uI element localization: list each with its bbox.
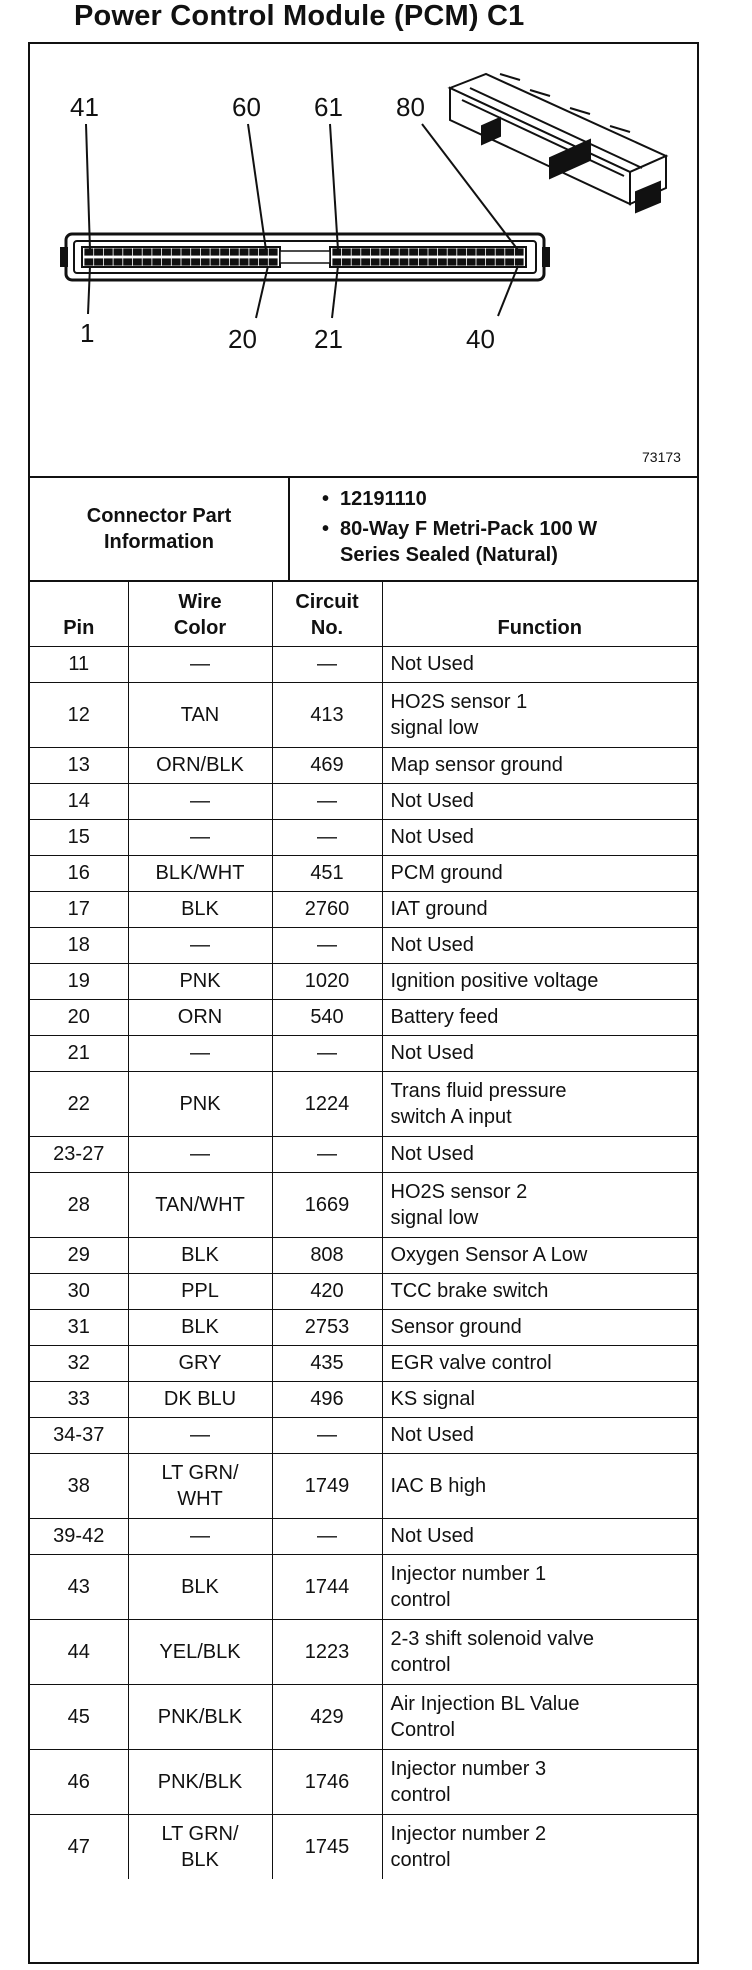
pin-cavity bbox=[400, 249, 408, 255]
connector-drawing bbox=[30, 44, 697, 476]
table-row bbox=[30, 1273, 697, 1309]
pin-cavity bbox=[192, 259, 200, 265]
cell-function: Oxygen Sensor A Low bbox=[382, 1237, 697, 1273]
cell-wire-color: BLK bbox=[128, 1237, 272, 1273]
connector-description-row: • 80-Way F Metri-Pack 100 W bbox=[322, 518, 598, 540]
cell-circuit: 413 bbox=[272, 682, 382, 747]
connector-info-label-line1: Connector Part bbox=[86, 505, 232, 527]
pin-cavity bbox=[143, 249, 151, 255]
pin-cavity bbox=[240, 249, 248, 255]
cell-wire-color: — bbox=[128, 819, 272, 855]
pin-cavity bbox=[182, 259, 190, 265]
cell-pin: 30 bbox=[30, 1273, 128, 1309]
cell-wire-color: PNK bbox=[128, 963, 272, 999]
cell-function: KS signal bbox=[382, 1381, 697, 1417]
table-row bbox=[30, 1136, 697, 1172]
pin-cavity bbox=[343, 249, 351, 255]
cell-pin: 45 bbox=[30, 1684, 128, 1749]
cell-wire-color: BLK bbox=[128, 1309, 272, 1345]
connector-description-line1: 80-Way F Metri-Pack 100 W bbox=[340, 518, 598, 540]
pin-cavity bbox=[201, 249, 209, 255]
cell-wire-color: LT GRN/ WHT bbox=[128, 1453, 272, 1518]
table-row bbox=[30, 1071, 697, 1136]
cell-wire-color: ORN bbox=[128, 999, 272, 1035]
cell-wire-color: ORN/BLK bbox=[128, 747, 272, 783]
table-row bbox=[30, 1035, 697, 1071]
pin-label-1: 1 bbox=[80, 318, 95, 348]
cell-function: Injector number 1 control bbox=[382, 1554, 697, 1619]
cell-function: PCM ground bbox=[382, 855, 697, 891]
part-number: 12191110 bbox=[340, 488, 427, 510]
pin-cavity bbox=[333, 249, 341, 255]
cell-function: Air Injection BL Value Control bbox=[382, 1684, 697, 1749]
cell-function: Not Used bbox=[382, 1035, 697, 1071]
pin-cavity bbox=[467, 249, 475, 255]
cell-pin: 23-27 bbox=[30, 1136, 128, 1172]
pin-cavity bbox=[496, 249, 504, 255]
connector-description-line2: Series Sealed (Natural) bbox=[340, 544, 558, 566]
pin-cavity bbox=[114, 259, 122, 265]
cell-circuit: 496 bbox=[272, 1381, 382, 1417]
pin-cavity bbox=[95, 259, 103, 265]
cell-wire-color: PNK bbox=[128, 1071, 272, 1136]
cell-wire-color: PPL bbox=[128, 1273, 272, 1309]
table-row bbox=[30, 1381, 697, 1417]
table-row bbox=[30, 1172, 697, 1237]
cell-pin: 46 bbox=[30, 1749, 128, 1814]
cell-function: Sensor ground bbox=[382, 1309, 697, 1345]
pin-cavity bbox=[153, 249, 161, 255]
table-row bbox=[30, 891, 697, 927]
col-header-circuit: Circuit No. bbox=[272, 582, 382, 646]
pin-cavity bbox=[104, 259, 112, 265]
table-row bbox=[30, 1749, 697, 1814]
table-row bbox=[30, 1619, 697, 1684]
pin-cavity bbox=[458, 259, 466, 265]
cell-wire-color: TAN bbox=[128, 682, 272, 747]
cell-function: Not Used bbox=[382, 1136, 697, 1172]
table-row bbox=[30, 747, 697, 783]
cell-circuit: 429 bbox=[272, 1684, 382, 1749]
table-row bbox=[30, 1518, 697, 1554]
pinout-table bbox=[30, 582, 697, 1879]
cell-pin: 14 bbox=[30, 783, 128, 819]
pin-cavity bbox=[163, 259, 171, 265]
cell-wire-color: GRY bbox=[128, 1345, 272, 1381]
table-row bbox=[30, 646, 697, 682]
cell-pin: 33 bbox=[30, 1381, 128, 1417]
pin-cavity bbox=[391, 259, 399, 265]
pin-cavity bbox=[343, 259, 351, 265]
table-row bbox=[30, 855, 697, 891]
pin-label-41: 41 bbox=[70, 92, 99, 122]
cell-pin: 22 bbox=[30, 1071, 128, 1136]
pin-cavity bbox=[221, 259, 229, 265]
cell-pin: 15 bbox=[30, 819, 128, 855]
cell-wire-color: BLK/WHT bbox=[128, 855, 272, 891]
cell-circuit: 1020 bbox=[272, 963, 382, 999]
cell-pin: 29 bbox=[30, 1237, 128, 1273]
pin-cavity bbox=[124, 249, 132, 255]
cell-wire-color: BLK bbox=[128, 891, 272, 927]
table-row bbox=[30, 1684, 697, 1749]
page-title: Power Control Module (PCM) C1 bbox=[74, 0, 525, 32]
pin-label-20: 20 bbox=[228, 324, 257, 354]
table-row bbox=[30, 1453, 697, 1518]
cell-function: 2-3 shift solenoid valve control bbox=[382, 1619, 697, 1684]
pin-cavity bbox=[429, 249, 437, 255]
pin-cavity bbox=[487, 259, 495, 265]
cell-pin: 16 bbox=[30, 855, 128, 891]
cell-pin: 20 bbox=[30, 999, 128, 1035]
cell-function: HO2S sensor 1 signal low bbox=[382, 682, 697, 747]
cell-pin: 28 bbox=[30, 1172, 128, 1237]
connector-info-values bbox=[292, 478, 697, 580]
cell-circuit: — bbox=[272, 1035, 382, 1071]
cell-circuit: — bbox=[272, 927, 382, 963]
pin-cavity bbox=[448, 259, 456, 265]
cell-circuit: 2753 bbox=[272, 1309, 382, 1345]
pin-cavity bbox=[95, 249, 103, 255]
cell-function: Not Used bbox=[382, 1417, 697, 1453]
cell-circuit: — bbox=[272, 819, 382, 855]
pin-cavity bbox=[182, 249, 190, 255]
cell-circuit: 2760 bbox=[272, 891, 382, 927]
pin-cavity bbox=[250, 259, 258, 265]
cell-wire-color: PNK/BLK bbox=[128, 1749, 272, 1814]
pinout-frame bbox=[28, 42, 699, 1964]
cell-circuit: 469 bbox=[272, 747, 382, 783]
part-number-row: • 12191110 bbox=[322, 488, 427, 510]
table-row bbox=[30, 1417, 697, 1453]
pin-label-80: 80 bbox=[396, 92, 425, 122]
cell-pin: 31 bbox=[30, 1309, 128, 1345]
pin-cavity bbox=[400, 259, 408, 265]
cell-function: Battery feed bbox=[382, 999, 697, 1035]
cell-circuit: — bbox=[272, 783, 382, 819]
pin-cavity bbox=[419, 249, 427, 255]
pin-cavity bbox=[201, 259, 209, 265]
pin-cavity bbox=[477, 249, 485, 255]
cell-circuit: 1224 bbox=[272, 1071, 382, 1136]
cell-wire-color: LT GRN/ BLK bbox=[128, 1814, 272, 1879]
cell-pin: 32 bbox=[30, 1345, 128, 1381]
cell-circuit: 808 bbox=[272, 1237, 382, 1273]
pin-cavity bbox=[163, 249, 171, 255]
cell-pin: 39-42 bbox=[30, 1518, 128, 1554]
connector-3d-view bbox=[450, 74, 666, 212]
pin-cavity bbox=[352, 259, 360, 265]
pin-cavity bbox=[153, 259, 161, 265]
pin-cavity bbox=[211, 249, 219, 255]
pin-cavity bbox=[240, 259, 248, 265]
cell-wire-color: — bbox=[128, 1518, 272, 1554]
cell-wire-color: — bbox=[128, 1417, 272, 1453]
cell-circuit: 1746 bbox=[272, 1749, 382, 1814]
pin-cavity bbox=[477, 259, 485, 265]
connector-part-information bbox=[30, 478, 697, 582]
pin-cavity bbox=[143, 259, 151, 265]
cell-circuit: 420 bbox=[272, 1273, 382, 1309]
pin-cavity bbox=[134, 259, 142, 265]
cell-wire-color: — bbox=[128, 646, 272, 682]
cell-circuit: — bbox=[272, 646, 382, 682]
pin-cavity bbox=[506, 249, 514, 255]
cell-pin: 17 bbox=[30, 891, 128, 927]
figure-id: 73173 bbox=[642, 449, 681, 465]
cell-pin: 12 bbox=[30, 682, 128, 747]
cell-circuit: 435 bbox=[272, 1345, 382, 1381]
cell-wire-color: — bbox=[128, 927, 272, 963]
cell-circuit: 1669 bbox=[272, 1172, 382, 1237]
table-row bbox=[30, 927, 697, 963]
pin-cavity bbox=[448, 249, 456, 255]
cell-circuit: 1744 bbox=[272, 1554, 382, 1619]
cell-wire-color: PNK/BLK bbox=[128, 1684, 272, 1749]
cell-pin: 21 bbox=[30, 1035, 128, 1071]
connector-diagram bbox=[30, 44, 697, 478]
pin-cavity bbox=[172, 249, 180, 255]
pin-cavity bbox=[172, 259, 180, 265]
cell-pin: 43 bbox=[30, 1554, 128, 1619]
cell-wire-color: YEL/BLK bbox=[128, 1619, 272, 1684]
pin-cavity bbox=[506, 259, 514, 265]
pin-cavity bbox=[371, 249, 379, 255]
pin-cavity bbox=[231, 259, 239, 265]
pin-label-21: 21 bbox=[314, 324, 343, 354]
cell-pin: 11 bbox=[30, 646, 128, 682]
col-header-wire-color: Wire Color bbox=[128, 582, 272, 646]
pin-cavity bbox=[114, 249, 122, 255]
table-row bbox=[30, 1237, 697, 1273]
connector-description-row-2 bbox=[340, 542, 558, 568]
table-row bbox=[30, 999, 697, 1035]
cell-wire-color: DK BLU bbox=[128, 1381, 272, 1417]
table-header-row bbox=[30, 582, 697, 646]
table-row bbox=[30, 1345, 697, 1381]
table-row bbox=[30, 1309, 697, 1345]
connector-info-label-line2: Information bbox=[104, 531, 214, 553]
cell-function: Not Used bbox=[382, 927, 697, 963]
pin-label-40: 40 bbox=[466, 324, 495, 354]
pin-cavity bbox=[269, 259, 277, 265]
cell-wire-color: — bbox=[128, 1035, 272, 1071]
cell-function: Not Used bbox=[382, 783, 697, 819]
pin-cavity bbox=[515, 259, 523, 265]
pin-label-60: 60 bbox=[232, 92, 261, 122]
cell-function: Injector number 3 control bbox=[382, 1749, 697, 1814]
pin-cavity bbox=[362, 259, 370, 265]
table-row bbox=[30, 1554, 697, 1619]
col-header-pin: Pin bbox=[30, 582, 128, 646]
cell-function: Not Used bbox=[382, 1518, 697, 1554]
cell-function: Not Used bbox=[382, 646, 697, 682]
table-row bbox=[30, 783, 697, 819]
cell-circuit: 1749 bbox=[272, 1453, 382, 1518]
cell-pin: 47 bbox=[30, 1814, 128, 1879]
cell-pin: 18 bbox=[30, 927, 128, 963]
pin-cavity bbox=[211, 259, 219, 265]
pin-cavity bbox=[410, 259, 418, 265]
pin-cavity bbox=[192, 249, 200, 255]
cell-function: IAT ground bbox=[382, 891, 697, 927]
pin-cavity bbox=[391, 249, 399, 255]
pin-cavity bbox=[104, 249, 112, 255]
pin-cavity bbox=[410, 249, 418, 255]
cell-function: Ignition positive voltage bbox=[382, 963, 697, 999]
table-row bbox=[30, 963, 697, 999]
pin-cavity bbox=[381, 259, 389, 265]
cell-circuit: — bbox=[272, 1518, 382, 1554]
pin-cavity bbox=[439, 249, 447, 255]
pin-cavity bbox=[260, 259, 268, 265]
cell-pin: 38 bbox=[30, 1453, 128, 1518]
pin-cavity bbox=[352, 249, 360, 255]
table-row bbox=[30, 819, 697, 855]
pin-cavity bbox=[515, 249, 523, 255]
cell-pin: 44 bbox=[30, 1619, 128, 1684]
pin-cavity bbox=[362, 249, 370, 255]
pin-cavity bbox=[458, 249, 466, 255]
cell-wire-color: TAN/WHT bbox=[128, 1172, 272, 1237]
cell-function: TCC brake switch bbox=[382, 1273, 697, 1309]
pin-cavity bbox=[221, 249, 229, 255]
connector-face bbox=[60, 234, 550, 280]
pin-cavity bbox=[134, 249, 142, 255]
cell-function: IAC B high bbox=[382, 1453, 697, 1518]
cell-pin: 13 bbox=[30, 747, 128, 783]
cell-circuit: 540 bbox=[272, 999, 382, 1035]
col-header-function: Function bbox=[382, 582, 697, 646]
pin-cavity bbox=[333, 259, 341, 265]
cell-circuit: — bbox=[272, 1417, 382, 1453]
pin-cavity bbox=[429, 259, 437, 265]
table-row bbox=[30, 1814, 697, 1879]
cell-pin: 34-37 bbox=[30, 1417, 128, 1453]
cell-function: Injector number 2 control bbox=[382, 1814, 697, 1879]
cell-function: HO2S sensor 2 signal low bbox=[382, 1172, 697, 1237]
cell-wire-color: BLK bbox=[128, 1554, 272, 1619]
pin-cavity bbox=[231, 249, 239, 255]
pin-cavity bbox=[496, 259, 504, 265]
pin-cavity bbox=[439, 259, 447, 265]
cell-circuit: 451 bbox=[272, 855, 382, 891]
cell-pin: 19 bbox=[30, 963, 128, 999]
pin-cavity bbox=[269, 249, 277, 255]
pin-cavity bbox=[85, 259, 93, 265]
pin-cavity bbox=[467, 259, 475, 265]
cell-function: Not Used bbox=[382, 819, 697, 855]
cell-wire-color: — bbox=[128, 1136, 272, 1172]
cell-function: Trans fluid pressure switch A input bbox=[382, 1071, 697, 1136]
pin-label-61: 61 bbox=[314, 92, 343, 122]
cell-circuit: — bbox=[272, 1136, 382, 1172]
pin-cavity bbox=[419, 259, 427, 265]
cell-circuit: 1745 bbox=[272, 1814, 382, 1879]
pin-cavity bbox=[371, 259, 379, 265]
connector-info-label bbox=[30, 478, 290, 580]
pin-cavity bbox=[487, 249, 495, 255]
pin-cavity bbox=[381, 249, 389, 255]
table-row bbox=[30, 682, 697, 747]
pin-cavity bbox=[85, 249, 93, 255]
pin-cavity bbox=[250, 249, 258, 255]
cell-function: EGR valve control bbox=[382, 1345, 697, 1381]
pin-cavity bbox=[124, 259, 132, 265]
cell-circuit: 1223 bbox=[272, 1619, 382, 1684]
cell-function: Map sensor ground bbox=[382, 747, 697, 783]
cell-wire-color: — bbox=[128, 783, 272, 819]
